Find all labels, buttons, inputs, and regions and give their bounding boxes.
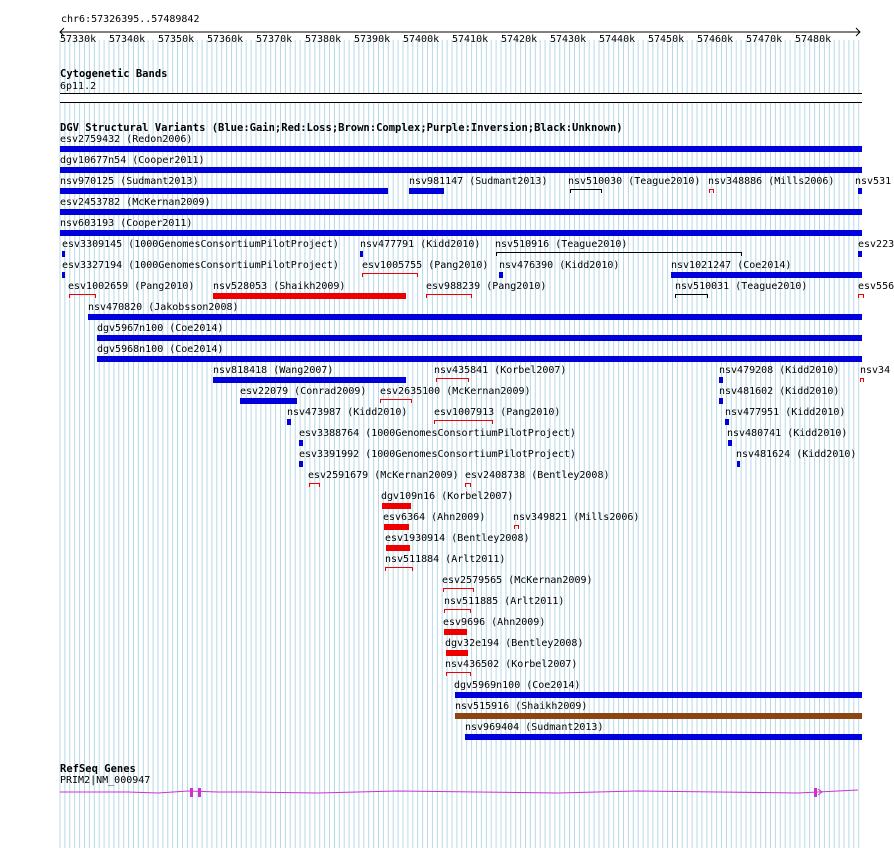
- feature-label-nsv34[interactable]: nsv34: [860, 365, 891, 376]
- feature-glyph-nsv603193[interactable]: [60, 230, 862, 236]
- feature-label-esv1005755[interactable]: esv1005755 (Pang2010): [362, 260, 489, 271]
- ruler-tick-label: 57440k: [599, 34, 636, 45]
- feature-glyph-nsv1021247[interactable]: [671, 272, 862, 278]
- feature-label-nsv476390[interactable]: nsv476390 (Kidd2010): [499, 260, 620, 271]
- ruler-tick-label: 57330k: [60, 34, 97, 45]
- ruler-tick-label: 57450k: [648, 34, 685, 45]
- feature-label-esv22079[interactable]: esv22079 (Conrad2009): [240, 386, 367, 397]
- feature-glyph-esv2635100[interactable]: [380, 399, 412, 403]
- ruler-tick-label: 57390k: [354, 34, 391, 45]
- ruler-tick-label: 57430k: [550, 34, 587, 45]
- feature-label-nsv473987[interactable]: nsv473987 (Kidd2010): [287, 407, 408, 418]
- feature-label-nsv528053[interactable]: nsv528053 (Shaikh2009): [213, 281, 346, 292]
- feature-glyph-esv2759432[interactable]: [60, 146, 862, 152]
- feature-glyph-nsv476390[interactable]: [499, 272, 503, 278]
- feature-glyph-nsv480741[interactable]: [728, 440, 732, 446]
- feature-glyph-nsv435841[interactable]: [436, 378, 469, 382]
- feature-label-nsv818418[interactable]: nsv818418 (Wang2007): [213, 365, 334, 376]
- feature-label-nsv477791[interactable]: nsv477791 (Kidd2010): [360, 239, 481, 250]
- gene-label[interactable]: PRIM2|NM_000947: [60, 775, 151, 786]
- feature-label-nsv970125[interactable]: nsv970125 (Sudmant2013): [60, 176, 199, 187]
- feature-label-nsv436502[interactable]: nsv436502 (Korbel2007): [445, 659, 578, 670]
- feature-glyph-nsv34[interactable]: [860, 378, 864, 382]
- feature-label-esv1930914[interactable]: esv1930914 (Bentley2008): [385, 533, 530, 544]
- feature-glyph-esv1007913[interactable]: [434, 420, 493, 424]
- feature-glyph-esv9696[interactable]: [444, 629, 467, 635]
- feature-label-nsv511885[interactable]: nsv511885 (Arlt2011): [444, 596, 565, 607]
- feature-glyph-nsv481602[interactable]: [719, 398, 723, 404]
- feature-glyph-nsv510916[interactable]: [496, 252, 742, 256]
- feature-label-nsv510030[interactable]: nsv510030 (Teague2010): [568, 176, 701, 187]
- feature-label-esv9696[interactable]: esv9696 (Ahn2009): [443, 617, 546, 628]
- ruler-tick-label: 57350k: [158, 34, 195, 45]
- feature-label-nsv511884[interactable]: nsv511884 (Arlt2011): [385, 554, 506, 565]
- feature-glyph-esv556[interactable]: [858, 294, 864, 298]
- feature-glyph-esv1002659[interactable]: [69, 294, 96, 298]
- feature-glyph-nsv348886[interactable]: [709, 189, 714, 193]
- feature-label-nsv349821[interactable]: nsv349821 (Mills2006): [513, 512, 640, 523]
- gene-model-prim2[interactable]: [58, 784, 864, 800]
- feature-label-nsv470820[interactable]: nsv470820 (Jakobsson2008): [88, 302, 239, 313]
- feature-glyph-esv1930914[interactable]: [386, 545, 410, 551]
- feature-label-esv556[interactable]: esv556: [858, 281, 894, 292]
- feature-glyph-nsv477951[interactable]: [725, 419, 729, 425]
- feature-label-esv3327194[interactable]: esv3327194 (1000GenomesConsortiumPilotProject): [62, 260, 339, 271]
- feature-label-dgv109n16[interactable]: dgv109n16 (Korbel2007): [381, 491, 514, 502]
- feature-glyph-esv223[interactable]: [858, 251, 862, 257]
- feature-label-dgv10677n54[interactable]: dgv10677n54 (Cooper2011): [60, 155, 205, 166]
- feature-glyph-nsv511884[interactable]: [385, 567, 413, 571]
- feature-label-nsv435841[interactable]: nsv435841 (Korbel2007): [434, 365, 567, 376]
- feature-glyph-nsv473987[interactable]: [287, 419, 291, 425]
- feature-label-esv2635100[interactable]: esv2635100 (McKernan2009): [380, 386, 531, 397]
- feature-label-esv3391992[interactable]: esv3391992 (1000GenomesConsortiumPilotProject): [299, 449, 576, 460]
- feature-glyph-dgv10677n54[interactable]: [60, 167, 862, 173]
- ruler-tick-label: 57480k: [795, 34, 832, 45]
- feature-glyph-esv22079[interactable]: [240, 398, 297, 404]
- feature-glyph-nsv969404[interactable]: [465, 734, 862, 740]
- feature-glyph-nsv818418[interactable]: [213, 377, 406, 383]
- feature-label-esv988239[interactable]: esv988239 (Pang2010): [426, 281, 547, 292]
- feature-label-nsv477951[interactable]: nsv477951 (Kidd2010): [725, 407, 846, 418]
- feature-glyph-nsv477791[interactable]: [360, 251, 363, 257]
- feature-glyph-esv2579565[interactable]: [443, 588, 474, 592]
- ruler-tick-label: 57410k: [452, 34, 489, 45]
- feature-label-dgv5969n100[interactable]: dgv5969n100 (Coe2014): [454, 680, 581, 691]
- feature-label-esv3388764[interactable]: esv3388764 (1000GenomesConsortiumPilotProject): [299, 428, 576, 439]
- feature-label-esv223[interactable]: esv223: [858, 239, 894, 250]
- feature-label-nsv531[interactable]: nsv531: [855, 176, 892, 187]
- feature-glyph-esv3388764[interactable]: [299, 440, 303, 446]
- feature-label-nsv481602[interactable]: nsv481602 (Kidd2010): [719, 386, 840, 397]
- ruler-tick-label: 57420k: [501, 34, 538, 45]
- ruler-tick-label: 57460k: [697, 34, 734, 45]
- feature-glyph-esv3327194[interactable]: [62, 272, 65, 278]
- feature-label-esv2759432[interactable]: esv2759432 (Redon2006): [60, 134, 193, 145]
- feature-label-nsv603193[interactable]: nsv603193 (Cooper2011): [60, 218, 193, 229]
- feature-glyph-nsv511885[interactable]: [444, 609, 471, 613]
- feature-glyph-dgv5969n100[interactable]: [455, 692, 862, 698]
- feature-label-esv3309145[interactable]: esv3309145 (1000GenomesConsortiumPilotProject): [62, 239, 339, 250]
- feature-glyph-dgv109n16[interactable]: [382, 503, 411, 509]
- feature-glyph-esv3309145[interactable]: [62, 251, 65, 257]
- ruler-tick-label: 57360k: [207, 34, 244, 45]
- feature-glyph-esv2591679[interactable]: [309, 483, 320, 487]
- feature-glyph-esv2453782[interactable]: [60, 209, 862, 215]
- feature-label-dgv5968n100[interactable]: dgv5968n100 (Coe2014): [97, 344, 224, 355]
- feature-label-esv2453782[interactable]: esv2453782 (McKernan2009): [60, 197, 211, 208]
- feature-label-nsv480741[interactable]: nsv480741 (Kidd2010): [727, 428, 848, 439]
- feature-label-esv2408738[interactable]: esv2408738 (Bentley2008): [465, 470, 610, 481]
- feature-label-esv1002659[interactable]: esv1002659 (Pang2010): [68, 281, 195, 292]
- feature-glyph-nsv349821[interactable]: [514, 525, 519, 529]
- feature-glyph-nsv479208[interactable]: [719, 377, 723, 383]
- feature-glyph-nsv981147[interactable]: [409, 188, 444, 194]
- feature-label-nsv1021247[interactable]: nsv1021247 (Coe2014): [671, 260, 792, 271]
- feature-label-nsv510031[interactable]: nsv510031 (Teague2010): [675, 281, 808, 292]
- dgv-track-title[interactable]: DGV Structural Variants (Blue:Gain;Red:Loss;Brown:Complex;Purple:Inversion;Black:Unknown): [60, 122, 623, 134]
- feature-glyph-dgv32e194[interactable]: [446, 650, 468, 656]
- feature-glyph-nsv531[interactable]: [858, 188, 862, 194]
- feature-label-nsv515916[interactable]: nsv515916 (Shaikh2009): [455, 701, 588, 712]
- feature-label-nsv510916[interactable]: nsv510916 (Teague2010): [495, 239, 628, 250]
- feature-glyph-nsv528053[interactable]: [213, 293, 406, 299]
- feature-glyph-nsv515916[interactable]: [455, 713, 862, 719]
- ruler-tick-label: 57470k: [746, 34, 783, 45]
- feature-glyph-esv988239[interactable]: [426, 294, 472, 298]
- feature-glyph-nsv970125[interactable]: [60, 188, 388, 194]
- feature-label-dgv5967n100[interactable]: dgv5967n100 (Coe2014): [97, 323, 224, 334]
- feature-glyph-nsv510030[interactable]: [570, 189, 602, 193]
- cytoband-track-title[interactable]: Cytogenetic Bands: [60, 68, 168, 80]
- feature-glyph-nsv436502[interactable]: [446, 672, 471, 676]
- feature-label-esv1007913[interactable]: esv1007913 (Pang2010): [434, 407, 561, 418]
- feature-glyph-esv6364[interactable]: [384, 524, 409, 530]
- ruler-tick-label: 57370k: [256, 34, 293, 45]
- feature-label-esv2591679[interactable]: esv2591679 (McKernan2009): [308, 470, 459, 481]
- feature-label-nsv479208[interactable]: nsv479208 (Kidd2010): [719, 365, 840, 376]
- ruler-coordinates: chr6:57326395..57489842: [61, 14, 200, 25]
- feature-label-esv2579565[interactable]: esv2579565 (McKernan2009): [442, 575, 593, 586]
- feature-label-nsv481624[interactable]: nsv481624 (Kidd2010): [736, 449, 857, 460]
- feature-glyph-nsv481624[interactable]: [737, 461, 740, 467]
- feature-glyph-esv1005755[interactable]: [362, 273, 418, 277]
- feature-glyph-esv3391992[interactable]: [299, 461, 303, 467]
- refseq-track-title[interactable]: RefSeq Genes: [60, 763, 136, 775]
- ruler-tick-label: 57400k: [403, 34, 440, 45]
- feature-glyph-dgv5967n100[interactable]: [97, 335, 862, 341]
- feature-label-esv6364[interactable]: esv6364 (Ahn2009): [383, 512, 486, 523]
- ruler-tick-label: 57340k: [109, 34, 146, 45]
- feature-glyph-esv2408738[interactable]: [465, 483, 471, 487]
- feature-label-dgv32e194[interactable]: dgv32e194 (Bentley2008): [445, 638, 584, 649]
- cytoband-label[interactable]: 6p11.2: [60, 81, 97, 92]
- feature-glyph-dgv5968n100[interactable]: [97, 356, 862, 362]
- feature-glyph-nsv470820[interactable]: [88, 314, 862, 320]
- ruler-tick-label: 57380k: [305, 34, 342, 45]
- feature-label-nsv981147[interactable]: nsv981147 (Sudmant2013): [409, 176, 548, 187]
- feature-label-nsv969404[interactable]: nsv969404 (Sudmant2013): [465, 722, 604, 733]
- feature-label-nsv348886[interactable]: nsv348886 (Mills2006): [708, 176, 835, 187]
- feature-glyph-nsv510031[interactable]: [675, 294, 708, 298]
